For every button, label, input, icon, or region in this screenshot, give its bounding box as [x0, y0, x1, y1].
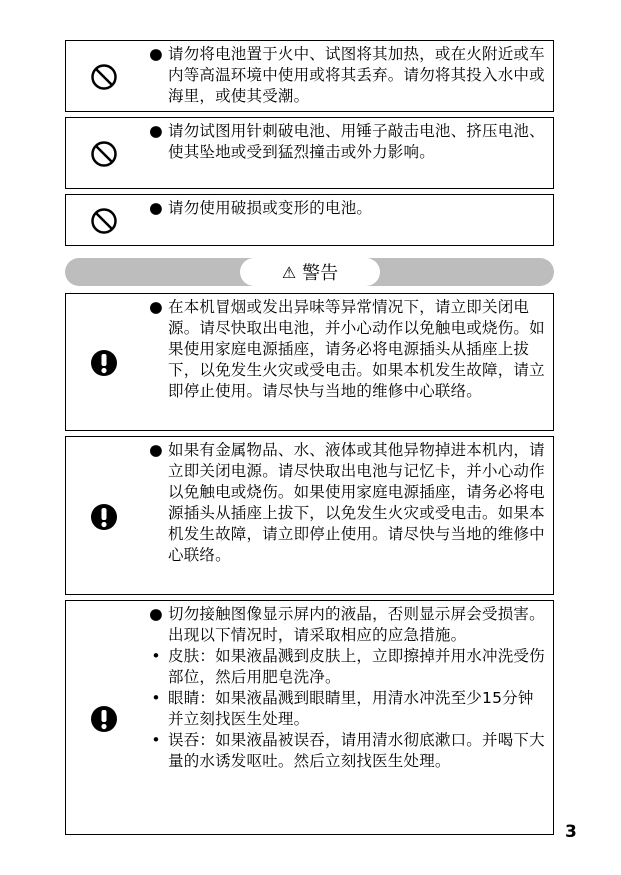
item-text: 请勿使用破损或变形的电池。	[168, 199, 373, 217]
list-item	[146, 121, 549, 163]
item-text: 在本机冒烟或发出异味等异常情况下，请立即关闭电源。请尽快取出电池，并小心动作以免触电或烧伤。如果使用家庭电源插座，请务必将电源插头从插座上拔下，以免发生火灾或受电击。如果本机发生故障，请立即停止使用。请尽快与当地的维修中心联络。	[168, 298, 545, 400]
item-text: 皮肤：如果液晶溅到皮肤上，立即擦掉并用水冲洗受伤部位，然后用肥皂洗净。	[168, 647, 545, 686]
list-item	[146, 688, 549, 730]
warning-header-label: 警告	[302, 263, 339, 284]
warning-box-foreign-object	[65, 436, 554, 595]
list-item	[146, 440, 549, 566]
item-text: 切勿接触图像显示屏内的液晶，否则显示屏会受损害。出现以下情况时，请采取相应的应急措施。	[168, 605, 545, 644]
prohibition-icon	[89, 139, 119, 169]
list-item	[146, 730, 549, 772]
warning-box-lcd	[65, 600, 554, 835]
item-text: 误吞：如果液晶被误吞，请用清水彻底漱口。并喝下大量的水诱发呕吐。然后立刻找医生处理。	[168, 731, 545, 770]
item-text: 请勿将电池置于火中、试图将其加热，或在火附近或车内等高温环境中使用或将其丢弃。请勿将其投入水中或海里，或使其受潮。	[168, 45, 545, 105]
bullet: ●	[149, 45, 163, 63]
prohibition-box-puncture	[65, 117, 554, 189]
page-number: 3	[565, 822, 577, 842]
list-item	[146, 198, 549, 219]
bullet: ●	[149, 441, 163, 459]
item-text: 眼睛：如果液晶溅到眼睛里，用清水冲洗至少15分钟并立刻找医生处理。	[168, 689, 534, 728]
bullet: ●	[149, 298, 163, 316]
bullet: •	[151, 689, 161, 707]
bullet: ●	[149, 605, 163, 623]
bullet: •	[151, 731, 161, 749]
list-item	[146, 297, 549, 402]
warning-box-smoke	[65, 293, 554, 431]
prohibition-box-damaged	[65, 194, 554, 246]
item-text: 请勿试图用针刺破电池、用锤子敲击电池、挤压电池、使其坠地或受到猛烈撞击或外力影响。	[168, 122, 545, 161]
prohibition-box-fire	[65, 40, 554, 112]
list-item	[146, 44, 549, 107]
warning-header	[240, 258, 380, 286]
exclamation-icon	[90, 705, 118, 733]
exclamation-icon	[90, 349, 118, 377]
list-item	[146, 646, 549, 688]
item-text: 如果有金属物品、水、液体或其他异物掉进本机内，请立即关闭电源。请尽快取出电池与记忆卡，并小心动作以免触电或烧伤。如果使用家庭电源插座，请务必将电源插头从插座上拔下，以免发生火灾或受电击。如果本机发生故障，请立即停止使用。请尽快与当地的维修中心联络。	[168, 441, 545, 564]
list-item	[146, 604, 549, 646]
prohibition-icon	[89, 206, 119, 236]
prohibition-icon	[89, 62, 119, 92]
bullet: ●	[149, 122, 163, 140]
exclamation-icon	[90, 503, 118, 531]
bullet: ●	[149, 199, 163, 217]
bullet: •	[151, 647, 161, 665]
warning-triangle-icon: ⚠	[281, 262, 297, 282]
